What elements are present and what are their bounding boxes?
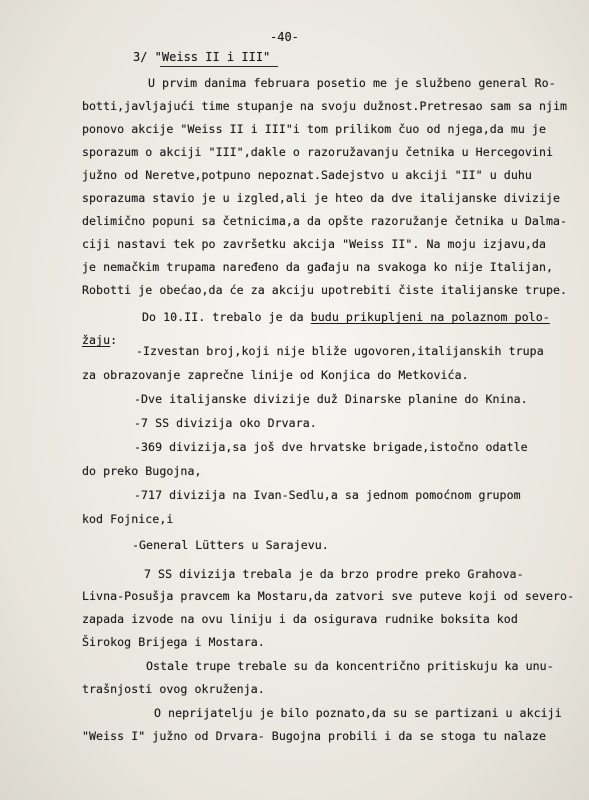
page-number: -40- (270, 30, 299, 44)
text-line: sporazum o akciji "III",dakle o razoružavanju četnika u Hercegovini (82, 145, 554, 159)
list-item-continuation: za obrazovanje zaprečne linije od Konjica do Metkovića. (82, 368, 469, 382)
text-line: Ostale trupe trebale su da koncentrično pritiskuju ka unu- (146, 659, 554, 673)
text-line: "Weiss I" južno od Drvara- Bugojna probili i da se stoga tu nalaze (82, 729, 546, 743)
text-line: Livna-Posušja pravcem ka Mostaru,da zatvori sve puteve koji od severo- (82, 589, 575, 603)
underlined-text: žaju (82, 333, 111, 347)
list-item: -Izvestan broj,koji nije bliže ugovoren,italijanskih trupa (136, 344, 544, 358)
text-line: je nemačkim trupama naređeno da gađaju na svakoga ko nije Italijan, (82, 260, 554, 274)
text-line: Robotti je obećao,da će za akciju upotrebiti čiste italijanske trupe. (82, 283, 568, 297)
text-line: O neprijatelju je bilo poznato,da su se partizani u akciji (154, 706, 562, 720)
list-item: -7 SS divizija oko Drvara. (134, 416, 317, 430)
text-line: južno od Neretve,potpuno nepoznat.Sadejstvo u akciji "II" u duhu (82, 168, 532, 182)
text-run: : (110, 333, 118, 347)
section-heading: 3/ "Weiss II i III" (133, 50, 271, 64)
list-item: -Dve italijanske divizije duž Dinarske planine do Knina. (134, 392, 528, 406)
text-run: Do 10.II. trebalo je da (142, 310, 311, 324)
list-item: -717 divizija na Ivan-Sedlu,a sa jednom pomoćnom grupom (134, 488, 521, 502)
text-line: trašnjosti ovog okruženja. (82, 682, 265, 696)
list-item: -369 divizija,sa još dve hrvatske brigade,istočno odatle (134, 440, 528, 454)
text-line: Širokog Brijega i Mostara. (82, 635, 265, 649)
list-item-continuation: kod Fojnice,i (82, 512, 174, 526)
text-line: botti,javljajući time stupanje na svoju dužnost.Pretresao sam sa njim (82, 99, 568, 113)
text-line: delimično popuni sa četnicima,a da opšte razoružanje četnika u Dalma- (82, 214, 568, 228)
underlined-text: budu prikupljeni na polaznom polo- (310, 310, 550, 324)
text-line: ciji nastavi tek po završetku akcija "Weiss II". Na moju izjavu,da (82, 237, 546, 251)
list-item-continuation: do preko Bugojna, (82, 464, 202, 478)
list-item: -General Lütters u Sarajevu. (132, 538, 329, 552)
text-line (82, 333, 117, 347)
heading-underline (160, 66, 278, 67)
text-line (142, 310, 550, 324)
text-line: sporazuma stavio je u izgled,ali je hteo da dve italijanske divizije (82, 191, 561, 205)
text-line: 7 SS divizija trebala je da brzo prodre preko Grahova- (144, 567, 524, 581)
text-line: U prvim danima februara posetio me je službeno general Ro- (148, 76, 556, 90)
text-line: ponovo akcije "Weiss II i III"i tom prilikom čuo od njega,da mu je (82, 122, 546, 136)
text-line: zapada izvode na ovu liniju i da osigurava rudnike boksita kod (82, 612, 518, 626)
